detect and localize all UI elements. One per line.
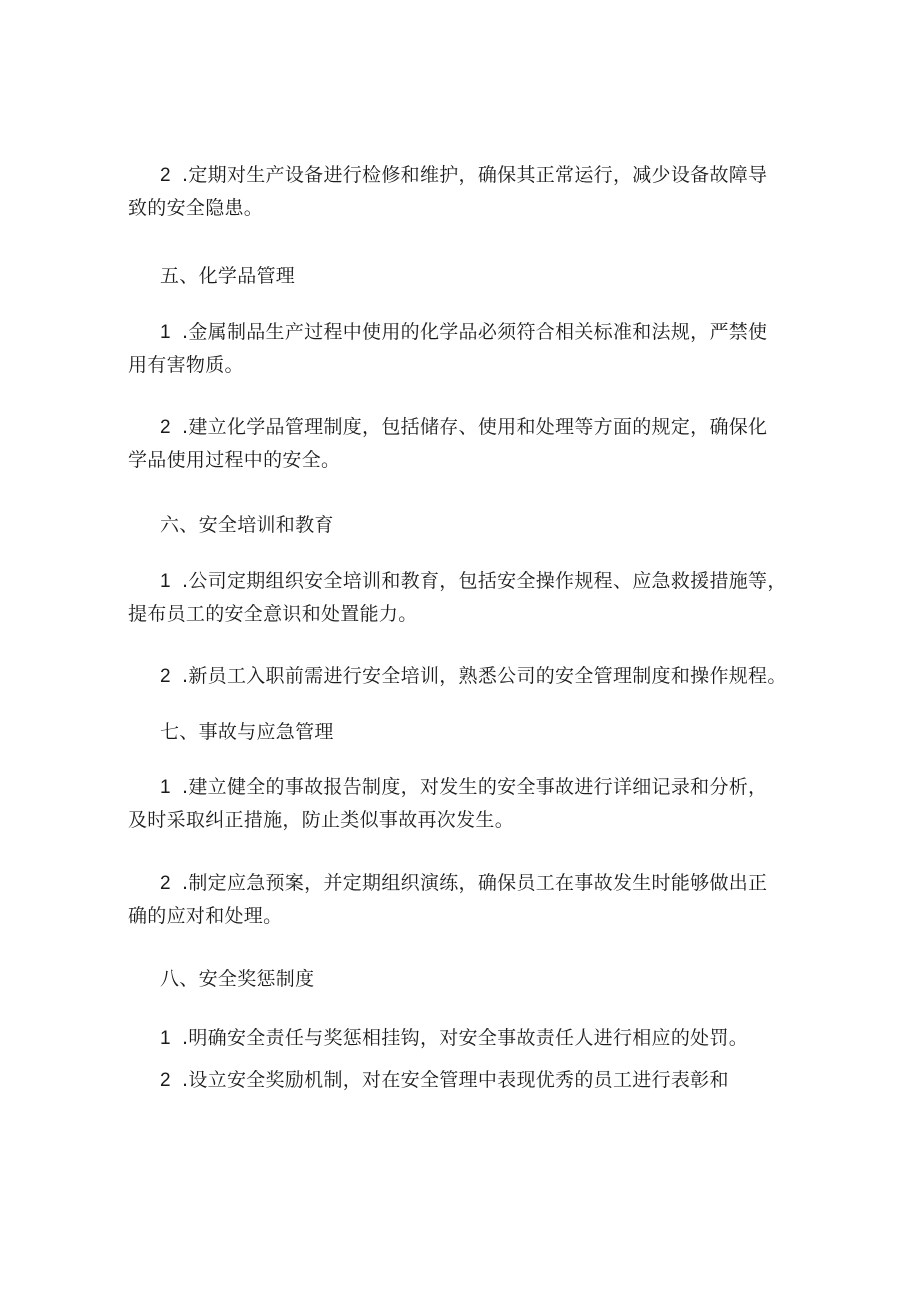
item-text-continued: 致的安全隐患。 [128, 197, 264, 219]
section-heading: 六、安全培训和教育 [160, 514, 334, 536]
list-item [128, 771, 796, 837]
list-item [128, 1022, 796, 1055]
section-heading: 七、事故与应急管理 [160, 721, 334, 743]
item-number: 2 [160, 165, 171, 186]
item-number: 2 [160, 417, 171, 438]
list-item [128, 867, 796, 933]
list-item [128, 159, 796, 225]
item-text-continued: 学品使用过程中的安全。 [128, 449, 341, 471]
item-number: 1 [160, 1028, 171, 1049]
item-text-continued: 及时采取纠正措施，防止类似事故再次发生。 [128, 809, 515, 831]
item-text: .设立安全奖励机制，对在安全管理中表现优秀的员工进行表彰和 [182, 1069, 729, 1091]
item-text-continued: 确的应对和处理。 [128, 905, 283, 927]
item-number: 2 [160, 666, 171, 687]
item-text: .公司定期组织安全培训和教育，包括安全操作规程、应急救援措施等， [182, 570, 787, 592]
item-text-continued: 用有害物质。 [128, 354, 244, 376]
item-number: 2 [160, 1070, 171, 1091]
list-item [128, 660, 796, 693]
item-text: .新员工入职前需进行安全培训，熟悉公司的安全管理制度和操作规程。 [182, 665, 787, 687]
list-item [128, 1064, 796, 1097]
list-item [128, 565, 796, 631]
item-number: 2 [160, 873, 171, 894]
item-number: 1 [160, 571, 171, 592]
item-text: .定期对生产设备进行检修和维护，确保其正常运行，减少设备故障导 [182, 164, 768, 186]
list-item [128, 411, 796, 477]
item-text: .建立健全的事故报告制度，对发生的安全事故进行详细记录和分析， [182, 776, 768, 798]
item-text: .建立化学品管理制度，包括储存、使用和处理等方面的规定，确保化 [182, 416, 768, 438]
list-item [128, 316, 796, 382]
item-number: 1 [160, 322, 171, 343]
item-number: 1 [160, 777, 171, 798]
item-text: .制定应急预案，并定期组织演练，确保员工在事故发生时能够做出正 [182, 872, 768, 894]
item-text: .明确安全责任与奖惩相挂钩，对安全事故责任人进行相应的处罚。 [182, 1027, 749, 1049]
section-heading: 五、化学品管理 [160, 265, 296, 287]
item-text: .金属制品生产过程中使用的化学品必须符合相关标准和法规，严禁使 [182, 321, 768, 343]
section-heading: 八、安全奖惩制度 [160, 968, 315, 990]
item-text-continued: 提布员工的安全意识和处置能力。 [128, 603, 418, 625]
